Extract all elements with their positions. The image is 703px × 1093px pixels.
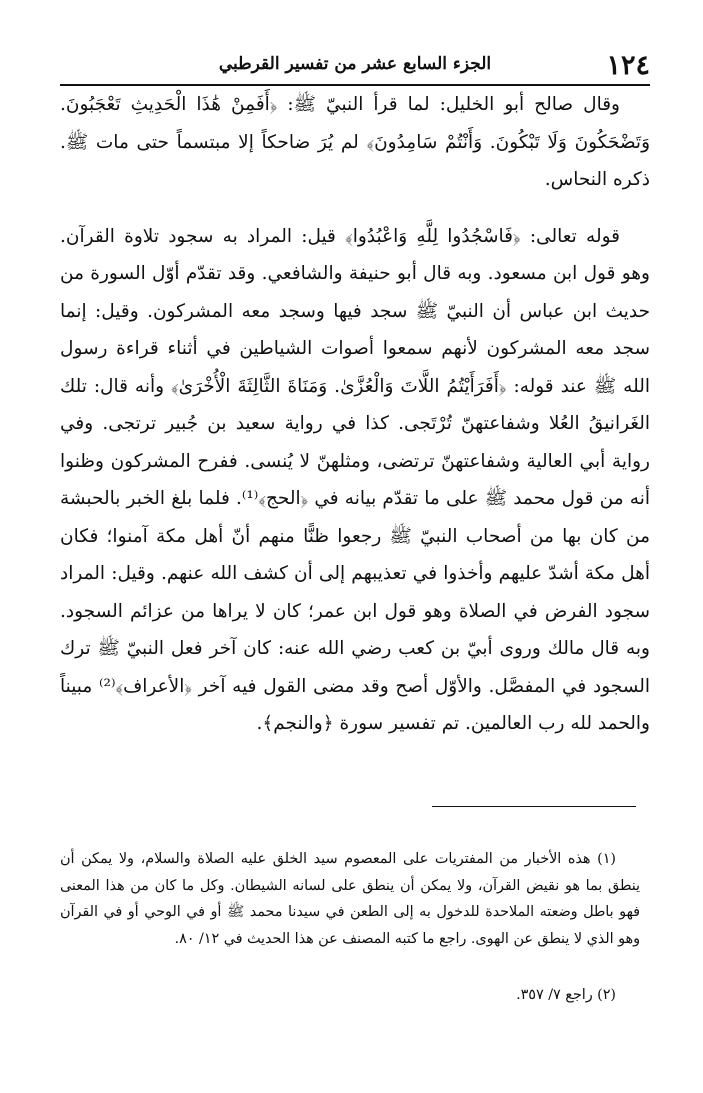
paragraph-2: قوله تعالى: ﴿فَاسْجُدُوا لِلَّهِ وَاعْبُدُوا﴾ قيل: المراد به سجود تلاوة القرآن. وهو قول ابن مسعود. وبه قال أبو حنيفة والشافعي. وقد تقدّم أوّل السورة من حديث ابن عباس أن النبيّ ﷺ سجد فيها وسجد معه المشركون. وقيل: إنما سجد معه المشركون لأنهم سمعوا أصوات الشياطين في أثناء قراءة رسول الله ﷺ عند قوله: ﴿أَفَرَأَيْتُمُ اللَّاتَ وَالْعُزَّىٰ. وَمَنَاةَ الثَّالِثَةَ الْأُخْرَىٰ﴾ وأنه قال: تلك الغَرانيقُ العُلا وشفاعتهنّ تُرْتَجى. كذا في رواية سعيد بن جُبير ترتجى. وفي رواية أبي العالية وشفاعتهنّ ترتضى، ومثلهنّ لا يُنسى. ففرح المشركون وظنوا أنه من قول محمد ﷺ على ما تقدّم بيانه في ﴿الحج﴾⁽¹⁾. فلما بلغ الخبر بالحبشة من كان بها من أصحاب النبيّ ﷺ رجعوا ظنًّا منهم أنّ أهل مكة آمنوا؛ فكان أهل مكة أشدّ عليهم وأخذوا في تعذيبهم إلى أن كشف الله عنهم. وقيل: المراد سجود الفرض في الصلاة وهو قول ابن عمر؛ كان لا يراها من عزائم السجود. وبه قال مالك وروى أبيّ بن كعب رضي الله عنه: كان آخر فعل النبيّ ﷺ ترك السجود في المفصَّل. والأوّل أصح وقد مضى القول فيه آخر ﴿الأعراف﴾⁽²⁾ مبيناً والحمد لله رب العالمين. تم تفسير سورة ﴿والنجم﴾. xyxy=(60,225,650,734)
paragraph-1: وقال صالح أبو الخليل: لما قرأ النبيّ ﷺ: ﴿أَفَمِنْ هَٰذَا الْحَدِيثِ تَعْجَبُونَ. وَتَضْحَكُونَ وَلَا تَبْكُونَ. وَأَنْتُمْ سَامِدُونَ﴾ لم يُرَ ضاحكاً إلا مبتسماً حتى مات ﷺ. ذكره النحاس. xyxy=(60,94,650,190)
footnote-1: (١) هذه الأخبار من المفتريات على المعصوم سيد الخلق عليه الصلاة والسلام، ولا يمكن أن ينطق بما هو نقيض القرآن، ولا يمكن أن ينطق على لسانه الشيطان. وكل ما كان من هذا المعنى فهو باطل وضعته الملاحدة للدخول به إلى الطعن في سيدنا محمد ﷺ أو في الوحي أو في القرآن وهو الذي لا ينطق عن الهوى. راجع ما كتبه المصنف عن هذا الحديث في ١٢/ ٨٠. xyxy=(60,851,640,947)
main-text xyxy=(60,86,650,743)
running-title: الجزء السابع عشر من تفسير القرطبي xyxy=(218,54,492,74)
footnote-2: (٢) راجع ٧/ ٣٥٧. xyxy=(516,987,616,1003)
page-number: ١٢٤ xyxy=(606,50,650,81)
footnote-separator xyxy=(432,806,636,807)
page-header xyxy=(60,44,650,86)
footnotes xyxy=(60,846,640,1009)
